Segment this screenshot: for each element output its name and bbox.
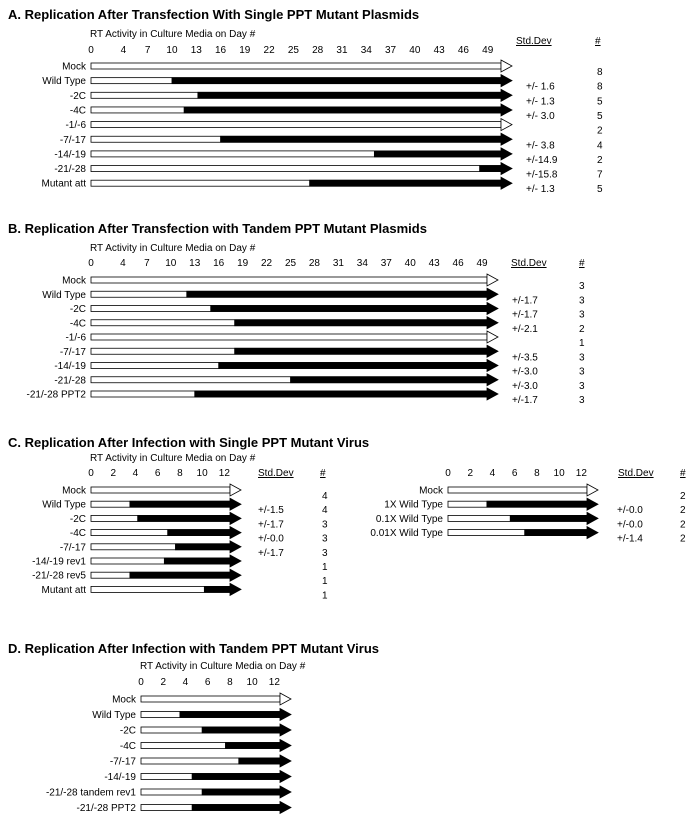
row-label: -21/-28 rev5 [32, 570, 86, 582]
row-label: -1/-6 [65, 332, 86, 344]
panel-a-stddev-header: Std.Dev [516, 36, 552, 47]
panel-b-n-header: # [579, 258, 585, 269]
x-tick-label: 4 [182, 677, 189, 688]
rt-activity-bar [192, 774, 280, 780]
panel-d-rows [46, 693, 291, 814]
n-value: 8 [597, 67, 603, 78]
x-tick-label: 4 [120, 258, 126, 269]
n-value: 3 [579, 309, 585, 321]
arrow-head [230, 484, 241, 496]
row-label: -14/-19 rev1 [32, 556, 86, 568]
x-tick-label: 2 [160, 677, 167, 688]
arrow-head [487, 388, 498, 400]
panel-b-axis-title: RT Activity in Culture Media on Day # [90, 243, 256, 254]
arrow-head [487, 345, 498, 357]
x-tick-label: 0 [88, 258, 94, 269]
arrow-head [487, 303, 498, 315]
rt-activity-bar [172, 78, 501, 84]
x-tick-label: 19 [237, 258, 249, 269]
n-value: 1 [322, 576, 328, 588]
row-label: 0.01X Wild Type [370, 528, 443, 540]
n-value: 1 [322, 590, 328, 602]
arrow-head [587, 512, 598, 524]
row-label: -2C [69, 304, 86, 315]
arrow-head [230, 512, 241, 524]
rt-activity-bar [175, 544, 230, 550]
rt-activity-bar [211, 306, 487, 312]
n-value: 4 [597, 140, 603, 152]
arrow-head [230, 498, 241, 510]
std-dev-value: +/- 3.0 [526, 110, 555, 122]
rt-activity-bar [310, 180, 501, 186]
panel-d-axis-title: RT Activity in Culture Media on Day # [140, 661, 306, 672]
row-label: -21/-28 tandem rev1 [45, 787, 136, 799]
x-tick-label: 6 [511, 468, 518, 479]
x-tick-label: 4 [132, 468, 139, 479]
std-dev-value: +/-1.7 [512, 309, 538, 321]
x-tick-label: 40 [404, 258, 416, 269]
row-label: Mutant att [41, 178, 86, 190]
row-label: Mock [112, 694, 136, 706]
rt-activity-bar [180, 712, 280, 718]
n-value: 4 [322, 491, 328, 502]
pre-onset-bar [91, 277, 487, 283]
pre-onset-bar [141, 696, 280, 702]
std-dev-value: +/-1.5 [258, 505, 284, 517]
n-value: 3 [579, 295, 585, 307]
x-tick-label: 4 [120, 45, 127, 56]
row-label: -4C [69, 318, 86, 330]
panel-a [8, 7, 603, 195]
rt-activity-bar [235, 348, 487, 354]
x-tick-label: 10 [553, 468, 565, 479]
x-tick-label: 28 [312, 45, 324, 56]
x-tick-label: 0 [88, 468, 94, 479]
std-dev-value: +/-1.4 [617, 533, 643, 545]
x-tick-label: 2 [467, 468, 474, 479]
x-tick-label: 34 [360, 45, 372, 56]
row-label: -2C [119, 725, 136, 737]
panel-b-title: B. Replication After Transfection with Tandem PPT Mutant Plasmids [8, 221, 427, 236]
row-label: -2C [69, 513, 86, 525]
row-label: Mutant att [41, 584, 86, 596]
row-label: -4C [69, 105, 86, 117]
row-label: -14/-19 [54, 149, 86, 161]
x-tick-label: 43 [433, 45, 445, 56]
x-tick-label: 34 [356, 258, 368, 269]
arrow-head [487, 274, 498, 286]
rt-activity-bar [202, 727, 280, 733]
rt-activity-bar [235, 320, 487, 326]
x-tick-label: 0 [138, 677, 144, 688]
rt-activity-bar [130, 572, 230, 578]
x-tick-label: 12 [268, 677, 280, 688]
pre-onset-bar [91, 487, 230, 493]
row-label: -4C [119, 741, 136, 752]
pre-onset-bar [91, 122, 501, 128]
std-dev-value: +/-1.7 [512, 295, 538, 307]
n-value: 4 [322, 505, 328, 517]
arrow-head [501, 89, 512, 101]
std-dev-value: +/-3.5 [512, 352, 538, 364]
n-value: 2 [680, 533, 686, 545]
std-dev-value: +/-1.7 [512, 395, 538, 406]
pre-onset-bar [448, 487, 587, 493]
n-value: 3 [579, 366, 585, 378]
x-tick-label: 10 [165, 258, 177, 269]
arrow-head [501, 148, 512, 160]
rt-activity-bar [525, 530, 587, 536]
panel-a-ticks [88, 45, 493, 56]
n-value: 3 [579, 395, 585, 406]
x-tick-label: 8 [534, 468, 540, 479]
n-value: 5 [597, 184, 603, 196]
std-dev-value: +/- 1.6 [526, 81, 555, 93]
panel-c-axis-title: RT Activity in Culture Media on Day # [90, 453, 256, 464]
x-tick-label: 49 [476, 258, 488, 269]
panel-c2-rows [370, 484, 686, 545]
arrow-head [487, 331, 498, 343]
std-dev-value: +/- 1.3 [526, 96, 555, 108]
row-label: -1/-6 [65, 120, 86, 132]
arrow-head [230, 569, 241, 581]
n-value: 5 [597, 110, 603, 122]
row-label: Wild Type [42, 289, 86, 301]
arrow-head [230, 583, 241, 595]
row-label: -7/-17 [59, 134, 86, 146]
row-label: -7/-17 [59, 346, 86, 358]
arrow-head [501, 104, 512, 116]
panel-c2-ticks [445, 468, 587, 479]
row-label: 0.1X Wild Type [375, 513, 443, 525]
panel-b-stddev-header: Std.Dev [511, 258, 547, 269]
rt-activity-bar [291, 377, 487, 383]
x-tick-label: 7 [144, 258, 150, 269]
std-dev-value: +/- 3.8 [526, 140, 555, 152]
n-value: 3 [322, 547, 328, 559]
arrow-head [280, 693, 291, 705]
x-tick-label: 6 [154, 468, 161, 479]
panel-c-rows [32, 484, 328, 601]
x-tick-label: 43 [428, 258, 440, 269]
n-value: 3 [322, 533, 328, 545]
rt-activity-bar [487, 501, 587, 507]
arrow-head [280, 724, 291, 736]
n-value: 2 [579, 323, 585, 335]
x-tick-label: 8 [227, 677, 233, 688]
n-value: 1 [322, 562, 328, 573]
row-label: Wild Type [92, 710, 136, 721]
row-label: Wild Type [42, 499, 86, 511]
x-tick-label: 7 [144, 45, 151, 56]
rt-activity-bar [192, 805, 280, 811]
std-dev-value: +/-14.9 [526, 154, 558, 166]
panel-c2-stddev-header: Std.Dev [618, 468, 654, 479]
pre-onset-bar [91, 63, 501, 69]
rt-activity-bar [480, 166, 501, 172]
rt-activity-bar [168, 530, 230, 536]
arrow-head [587, 527, 598, 539]
x-tick-label: 28 [308, 258, 321, 269]
rt-activity-bar [130, 501, 230, 507]
row-label: -21/-28 [54, 375, 86, 387]
arrow-head [280, 786, 291, 798]
panel-a-rows [42, 60, 603, 195]
std-dev-value: +/-3.0 [512, 366, 538, 378]
arrow-head [501, 119, 512, 131]
arrow-head [487, 288, 498, 300]
n-value: 8 [597, 81, 603, 93]
x-tick-label: 12 [218, 468, 230, 479]
std-dev-value: +/-0.0 [617, 519, 643, 531]
panel-b-ticks [88, 258, 488, 269]
x-tick-label: 13 [190, 45, 202, 56]
row-label: -21/-28 [54, 164, 86, 176]
arrow-head [501, 60, 512, 72]
panel-b [8, 221, 585, 406]
x-tick-label: 10 [166, 45, 178, 56]
x-tick-label: 8 [177, 468, 183, 479]
panel-a-title: A. Replication After Transfection With Single PPT Mutant Plasmids [8, 7, 420, 22]
x-tick-label: 13 [189, 258, 201, 269]
rt-activity-bar [510, 515, 587, 521]
std-dev-value: +/- 1.3 [526, 184, 555, 196]
panel-d-title: D. Replication After Infection with Tandem PPT Mutant Virus [8, 641, 380, 656]
std-dev-value: +/-3.0 [512, 380, 538, 392]
row-label: -7/-17 [109, 756, 136, 768]
x-tick-label: 46 [457, 45, 469, 56]
row-label: Mock [419, 485, 443, 497]
x-tick-label: 10 [196, 468, 208, 479]
arrow-head [487, 360, 498, 372]
arrow-head [501, 133, 512, 145]
row-label: 1X Wild Type [384, 499, 443, 511]
arrow-head [280, 709, 291, 721]
x-tick-label: 0 [88, 45, 94, 56]
x-tick-label: 22 [261, 258, 273, 269]
rt-activity-bar [202, 789, 280, 795]
panel-c2-n-header: # [680, 468, 686, 479]
x-tick-label: 40 [409, 45, 421, 56]
x-tick-label: 0 [445, 468, 451, 479]
panel-c-ticks [88, 468, 230, 479]
panel-d [8, 641, 379, 814]
row-label: -4C [69, 528, 86, 540]
row-label: -14/-19 [54, 361, 86, 372]
x-tick-label: 2 [110, 468, 117, 479]
rt-activity-bar [374, 151, 501, 157]
rt-activity-bar [219, 363, 487, 369]
arrow-head [230, 541, 241, 553]
n-value: 3 [322, 519, 328, 531]
x-tick-label: 46 [452, 258, 464, 269]
arrow-head [230, 555, 241, 567]
row-label: -7/-17 [59, 542, 86, 554]
n-value: 2 [597, 125, 603, 137]
x-tick-label: 31 [332, 258, 344, 269]
x-tick-label: 6 [204, 677, 211, 688]
rt-activity-bar [239, 758, 280, 764]
x-tick-label: 10 [246, 677, 258, 688]
arrow-head [280, 802, 291, 814]
row-label: -21/-28 PPT2 [76, 803, 136, 814]
arrow-head [501, 75, 512, 87]
row-label: -21/-28 PPT2 [26, 389, 86, 401]
row-label: Mock [62, 485, 86, 497]
n-value: 3 [579, 380, 585, 392]
panel-c-stddev-header: Std.Dev [258, 468, 294, 479]
arrow-head [280, 771, 291, 783]
x-tick-label: 22 [263, 45, 275, 56]
x-tick-label: 37 [380, 258, 392, 269]
row-label: -14/-19 [104, 772, 136, 783]
panel-c-title: C. Replication After Infection with Single PPT Mutant Virus [8, 435, 370, 450]
arrow-head [280, 740, 291, 752]
n-value: 3 [579, 352, 585, 364]
panel-c-n-header: # [320, 468, 326, 479]
row-label: Mock [62, 275, 86, 287]
n-value: 2 [680, 519, 686, 531]
panel-b-rows [27, 274, 585, 406]
row-label: Mock [62, 61, 86, 73]
n-value: 1 [579, 338, 585, 349]
n-value: 3 [579, 281, 585, 292]
panel-c [8, 435, 686, 601]
std-dev-value: +/-1.7 [258, 519, 284, 531]
std-dev-value: +/-0.0 [258, 533, 284, 545]
arrow-head [487, 317, 498, 329]
pre-onset-bar [91, 166, 501, 172]
pre-onset-bar [91, 334, 487, 340]
panel-a-n-header: # [595, 36, 601, 47]
row-label: -2C [69, 90, 86, 102]
x-tick-label: 16 [213, 258, 225, 269]
std-dev-value: +/-1.7 [258, 547, 284, 559]
x-tick-label: 12 [575, 468, 587, 479]
rt-activity-bar [225, 743, 280, 749]
arrow-head [587, 498, 598, 510]
x-tick-label: 16 [214, 45, 227, 56]
rt-activity-bar [164, 558, 230, 564]
row-label: Wild Type [42, 76, 86, 88]
rt-activity-bar [184, 107, 501, 113]
x-tick-label: 31 [336, 45, 348, 56]
arrow-head [501, 163, 512, 175]
x-tick-label: 25 [287, 45, 299, 56]
std-dev-value: +/-0.0 [617, 505, 643, 517]
panel-d-ticks [138, 677, 280, 688]
n-value: 2 [680, 505, 686, 517]
n-value: 2 [597, 154, 603, 166]
arrow-head [487, 374, 498, 386]
x-tick-label: 19 [239, 45, 251, 56]
std-dev-value: +/-15.8 [526, 169, 558, 181]
arrow-head [280, 755, 291, 767]
rt-activity-bar [187, 291, 487, 297]
arrow-head [501, 177, 512, 189]
arrow-head [587, 484, 598, 496]
arrow-head [230, 527, 241, 539]
rt-activity-bar [195, 391, 487, 397]
x-tick-label: 37 [384, 45, 397, 56]
rt-activity-bar [138, 515, 230, 521]
panel-a-axis-title: RT Activity in Culture Media on Day # [90, 29, 256, 40]
n-value: 2 [680, 491, 686, 502]
x-tick-label: 49 [482, 45, 494, 56]
n-value: 7 [597, 169, 603, 181]
std-dev-value: +/-2.1 [512, 323, 538, 335]
rt-activity-bar [204, 586, 230, 592]
x-tick-label: 4 [489, 468, 496, 479]
n-value: 5 [597, 96, 603, 108]
rt-activity-bar [198, 92, 501, 98]
rt-activity-bar [221, 136, 501, 142]
x-tick-label: 25 [284, 258, 297, 269]
